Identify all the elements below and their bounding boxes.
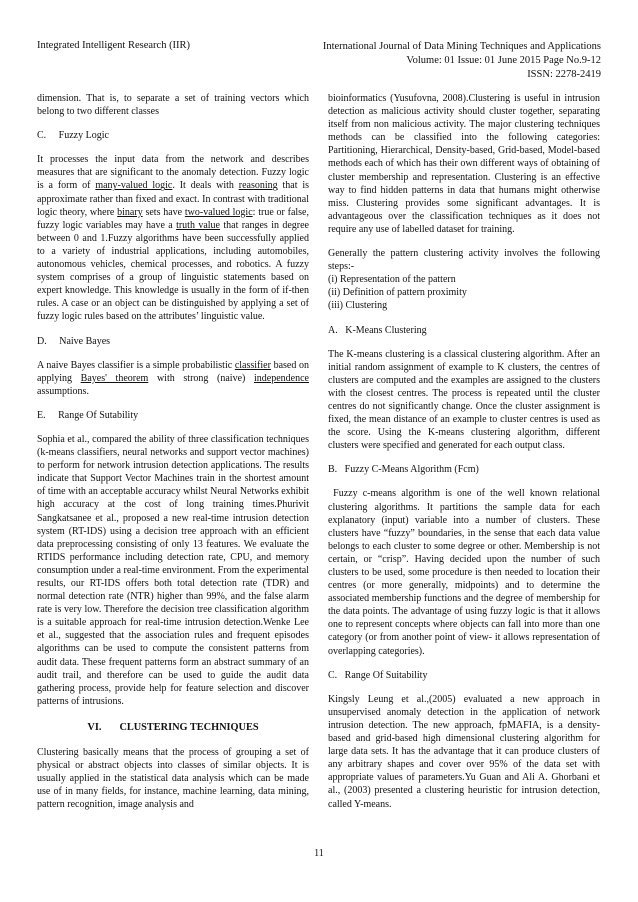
subheading-range-of-sutability: E. Range Of Sutability [37,409,139,421]
section-heading-clustering: VI. CLUSTERING TECHNIQUES [87,721,259,733]
journal-volume: Volume: 01 Issue: 01 June 2015 Page No.9-12 [406,55,601,66]
paragraph-k-means: The K-means clustering is a classical clustering algorithm. After an initial random assignment of example to K clusters, the centres of clusters are computed and the examples are assigned to the clusters with the closest centres. The process is repeated until the cluster centres do not significantly change. Once the cluster assignment is fixed, the mean distance of an example to cluster centres is used as the score. Using the K-means clustering algorithm, different clusters were specified and generated for each output class. [328,348,600,452]
journal-info [323,40,601,82]
paragraph-fuzzy-c-means: Fuzzy c-means algorithm is one of the well known relational clustering algorithms. It partitions the sample data for each explanatory (input) variable into a number of clusters. These clusters have “fuzzy” boundaries, in the sense that each data value belongs to each cluster to some degree or other. Membership is not certain, or “crisp”. Having decided upon the number of such clusters to be used, some procedure is then needed to location their centres (or more generally, midpoints) and to determine the associated membership functions and the degree of membership for the data points. The advantage of using fuzzy logic is that it allows one to represent concepts where objects can fall into more than one category (or from another point of view- it allows representation of overlapping categories). [328,488,600,657]
paragraph-svm-continued: dimension. That is, to separate a set of training vectors which belong to two different classes [37,93,309,118]
journal-publisher: Integrated Intelligent Research (IIR) [37,40,191,51]
journal-issn: ISSN: 2278-2419 [527,69,601,80]
paragraph-fuzzy-logic: It processes the input data from the network and describes measures that are significant to the anomaly detection. Fuzzy logic is a form of many-valued logic. It deals with reasoning that is approximate rather than fixed and exact. In contrast with traditional logic theory, where binary sets have two-valued logic: true or false, fuzzy logic variables may have a truth value that ranges in degree between 0 and 1.Fuzzy algorithms have been successfully applied to a variety of industrial applications, including automobiles, autonomous vehicles, chemical processes, and robotics. A fuzzy system comprises of a group of linguistic statements based on expert knowledge. This knowledge is usually in the form of if-then rules. A case or an object can be distinguished by applying a set of fuzzy logic rules based on the attributes’ linguistic value. [37,154,310,323]
paragraph-clustering-intro: Clustering basically means that the process of grouping a set of physical or abstract objects into classes of similar objects. It is usually applied in the statistical data analysis which can be made use of in many fields, for instance, machine learning, data mining, pattern recognition, image analysis and [37,747,309,811]
link-reasoning[interactable]: reasoning [238,180,278,192]
paragraph-range-of-suitability: Kingsly Leung et al.,(2005) evaluated a new approach in unsupervised anomaly detection in the application of network intrusion detection. The new approach, fpMAFIA, is a density-based and grid-based high dimensional clustering algorithm for large data sets. It has the advantage that it can produce clusters of any arbitrary shapes and cover over 95% of the data set with appropriate values of parameters.Yu Guan and Ali A. Ghorbani et al., (2003) presented a clustering heuristic for intrusion detection, called Y-means. [328,693,600,810]
subheading-fuzzy-c-means: B. Fuzzy C-Means Algorithm (Fcm) [328,464,479,476]
link-many-valued-logic[interactable]: many-valued logic [95,180,173,192]
right-column [328,92,600,822]
link-two-valued-logic[interactable]: two-valued logic [184,206,253,218]
subheading-naive-bayes: D. Naive Bayes [37,335,111,347]
page-number: 11 [314,848,324,859]
list-item: (i) Representation of the pattern [328,274,456,286]
paragraph-naive-bayes: A naive Bayes classifier is a simple probabilistic classifier based on applying Bayes' theorem with strong (naive) independence assumptions. [37,359,309,397]
subheading-k-means: A. K-Means Clustering [328,324,427,336]
left-column [37,92,309,823]
subheading-fuzzy-logic: C. Fuzzy Logic [37,130,109,142]
paragraph-range-of-sutability: Sophia et al., compared the ability of three classification techniques (k-means classifiers, neural networks and support vector machines) to perform for network intrusion detection applications. The results indicate that Support Vector Machines train in the shortest amount of time with an acceptable accuracy whilst Neural Networks exhibit high accuracy at the cost of long training times.Phurivit Sangkatsanee et al., proposed a new real-time intrusion detection system (RT-IDS) using a decision tree approach with an efficient data preprocessing consisting of only 13 features. We evaluate the RTIDS performance including detection rate, CPU, and memory consumption under a real-time environment. From the experimental results, our RT-IDS offers both total detection rate (TDR) and normal detection rate (NTR) higher than 99%, and the false alarm rate is very low. Therefore the decision tree classification algorithm is a suitable approach for real-time intrusion detection.Wenke Lee et al., suggested that the association rules and frequent episodes algorithms can be used to compute the consistent patterns from audit data. These frequent patterns form an abstract summary of an audit trail, and therefore can be used to guide the audit data gathering process, provide help for feature selection and discover patterns of intrusions. [37,433,309,707]
journal-title: International Journal of Data Mining Techniques and Applications [322,41,601,52]
link-truth-value[interactable]: truth value [176,219,220,231]
list-item: (ii) Definition of pattern proximity [328,287,467,299]
link-classifier[interactable]: classifier [234,359,271,371]
link-binary[interactable]: binary [117,206,143,218]
list-item: (iii) Clustering [328,300,388,312]
link-independence[interactable]: independence [254,372,309,384]
paragraph-clustering-continued: bioinformatics (Yusufovna, 2008).Clustering is useful in intrusion detection as malicious activity should cluster together, separating itself from non malicious activity. The major clustering techniques methods can be classified into the following categories: Partitioning, Hierarchical, Density-based, Grid-based, Model-based methods each of which has their own different ways of obtaining of cluster membership and representation. Clustering is an effective way to find hidden patterns in data that humans might otherwise miss. Clustering provides some significant advantages. It is advantageous over the classification techniques as it does not require any use of labelled dataset for training. [328,93,600,235]
steps-list [328,273,600,312]
subheading-range-of-suitability: C. Range Of Suitability [328,669,428,681]
paragraph-clustering-steps: Generally the pattern clustering activity involves the following steps:- [328,248,600,273]
link-bayes-theorem[interactable]: Bayes' theorem [80,372,149,384]
